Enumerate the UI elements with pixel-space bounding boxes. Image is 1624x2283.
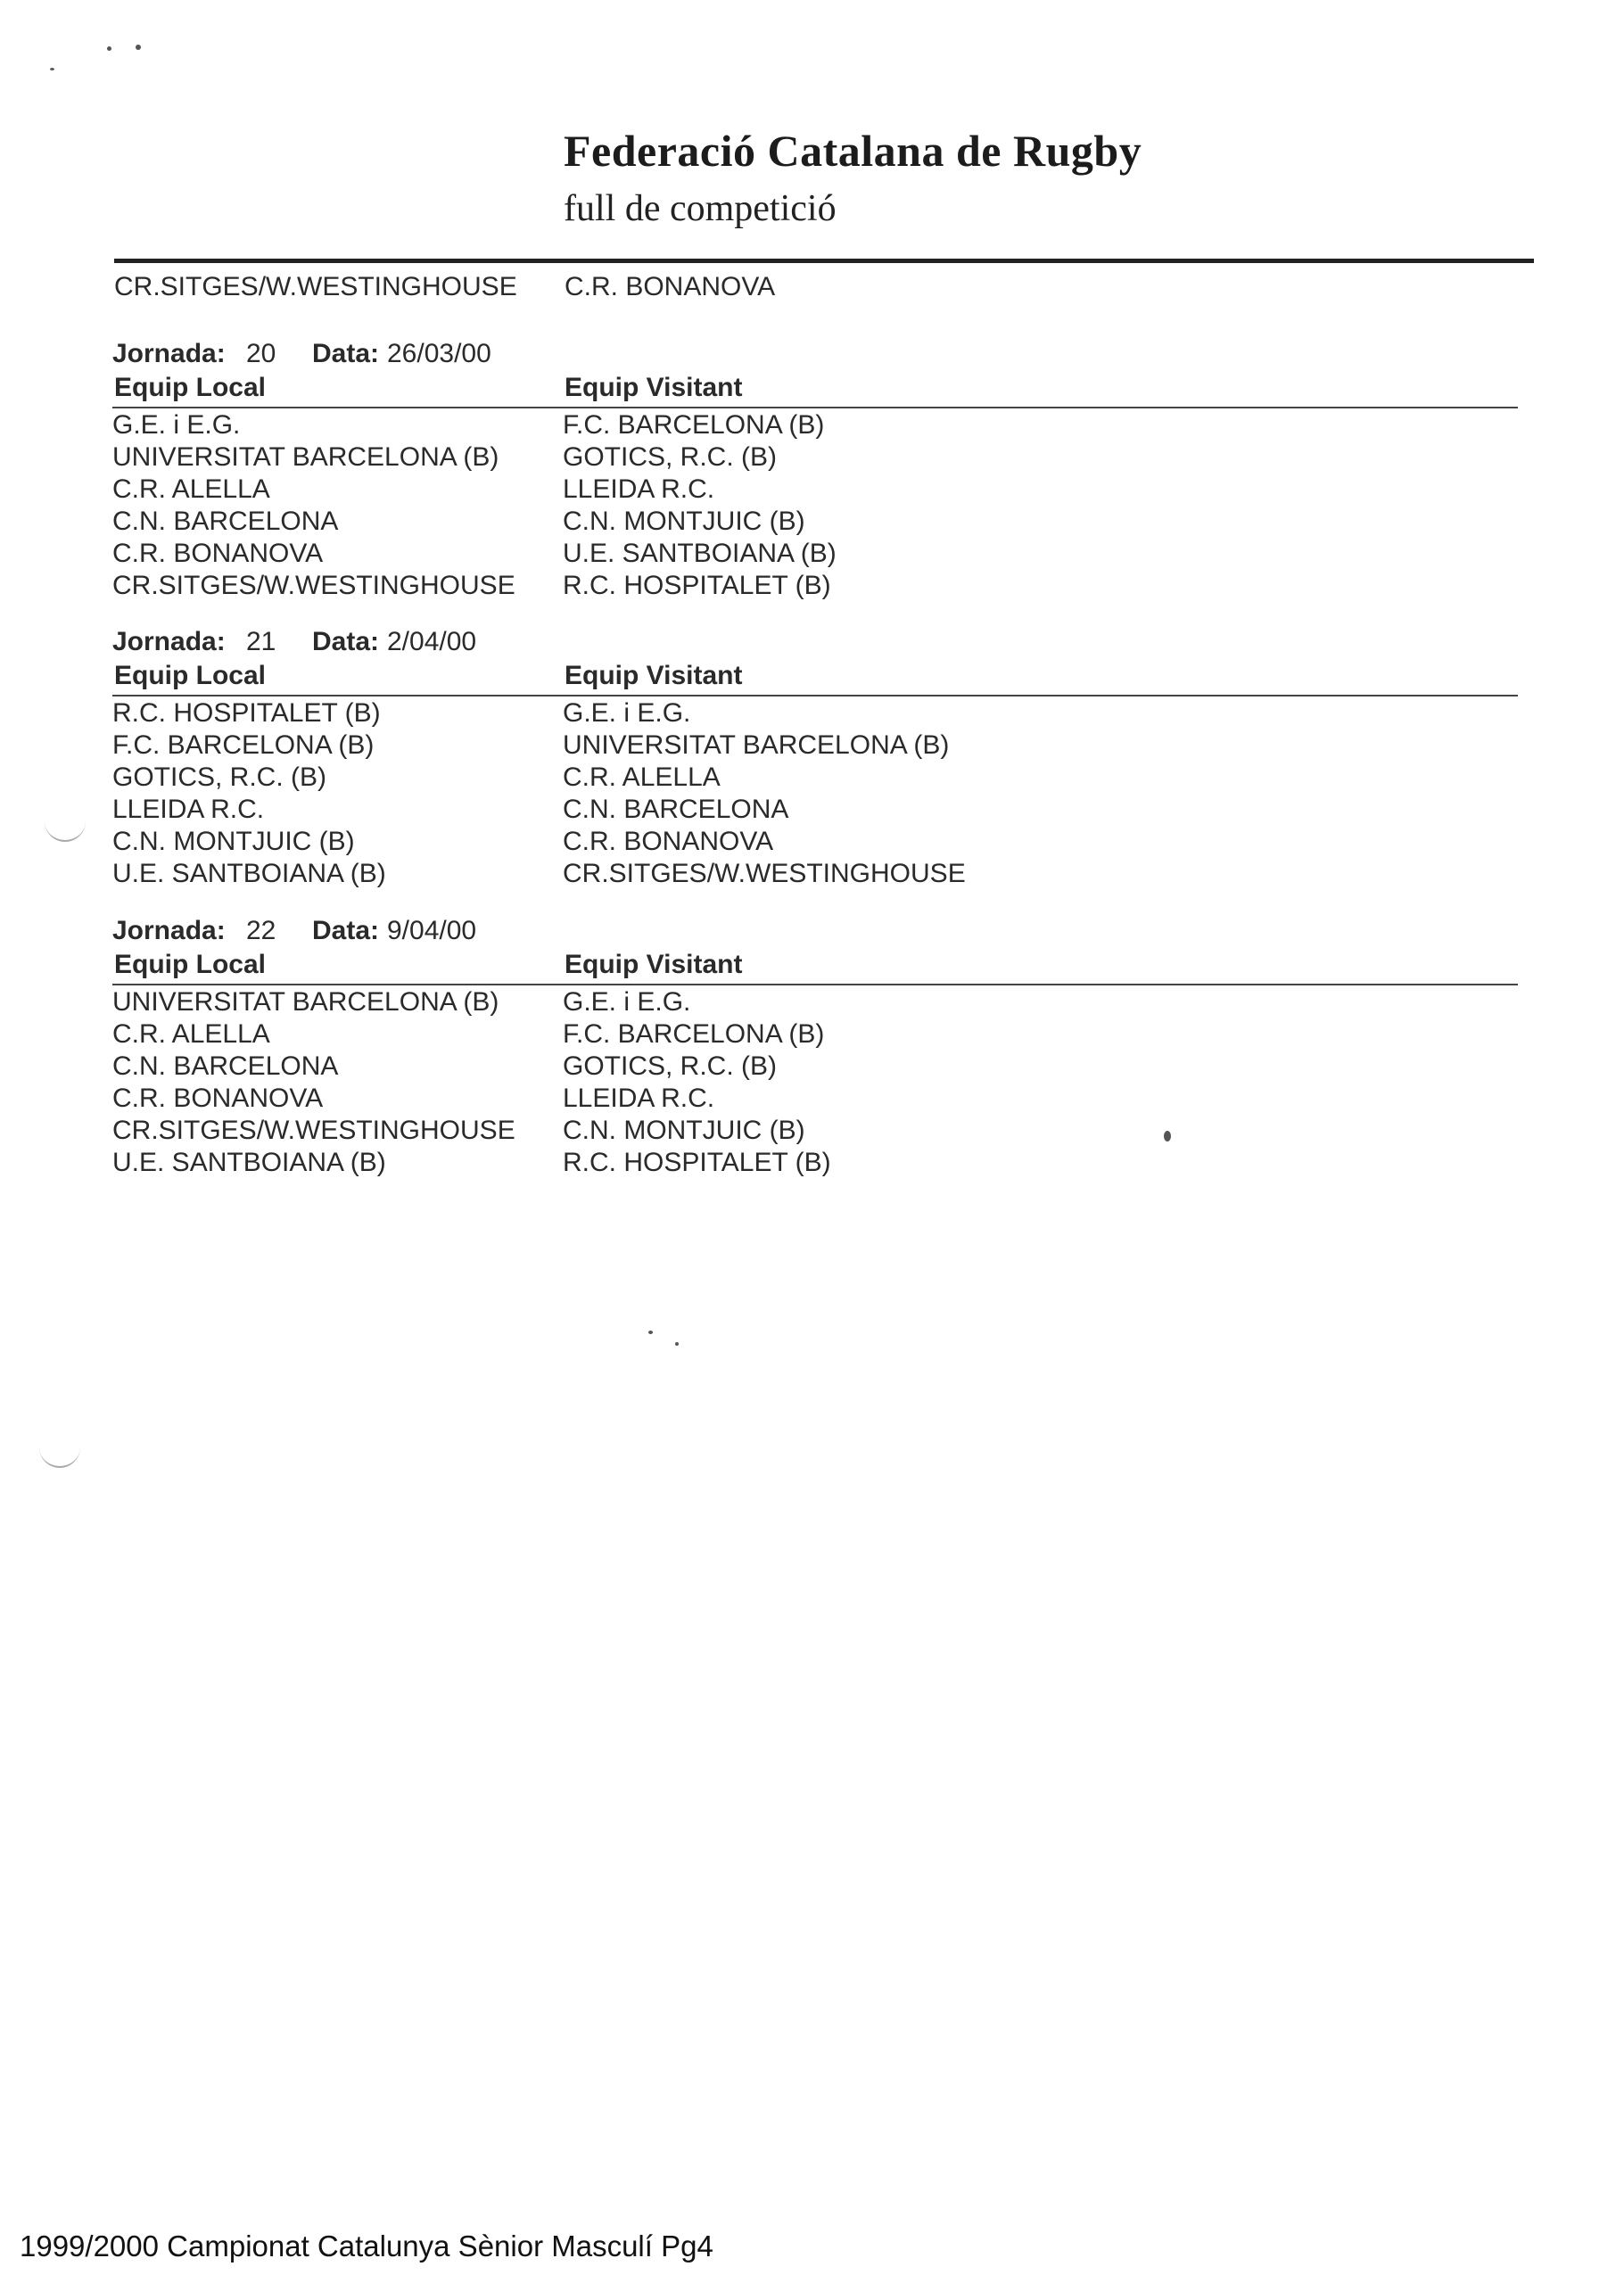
fixture-visitor: F.C. BARCELONA (B)	[563, 410, 825, 440]
top-match-local: CR.SITGES/W.WESTINGHOUSE	[114, 272, 517, 301]
fixture-row	[112, 762, 1539, 795]
punch-hole-mark	[45, 820, 86, 842]
scan-speck	[107, 46, 111, 51]
fixture-local: UNIVERSITAT BARCELONA (B)	[112, 442, 499, 472]
fixture-local: C.R. BONANOVA	[112, 1084, 324, 1113]
fixture-visitor: F.C. BARCELONA (B)	[563, 1019, 825, 1049]
document-title: Federació Catalana de Rugby	[564, 126, 1142, 176]
jornada-number: 20	[246, 339, 276, 368]
scan-speck	[648, 1331, 653, 1334]
top-match-visitor: C.R. BONANOVA	[565, 272, 776, 301]
fixture-local: CR.SITGES/W.WESTINGHOUSE	[112, 1116, 515, 1145]
jornada-label: Jornada:	[112, 916, 226, 945]
round-20	[112, 339, 1539, 603]
fixture-row	[112, 1051, 1539, 1084]
fixture-visitor: U.E. SANTBOIANA (B)	[563, 539, 837, 568]
column-headers	[112, 952, 1518, 985]
fixture-row	[112, 1148, 1539, 1180]
fixture-visitor: G.E. i E.G.	[563, 698, 691, 728]
scan-speck	[50, 68, 54, 70]
fixture-local: U.E. SANTBOIANA (B)	[112, 859, 386, 888]
fixture-local: C.R. ALELLA	[112, 474, 270, 504]
fixture-local: C.R. BONANOVA	[112, 539, 324, 568]
column-headers	[112, 375, 1518, 408]
fixture-row	[112, 730, 1539, 762]
fixture-visitor: R.C. HOSPITALET (B)	[563, 571, 831, 600]
fixture-local: R.C. HOSPITALET (B)	[112, 698, 381, 728]
fixture-list	[112, 698, 1539, 891]
scan-speck	[136, 45, 141, 50]
fixture-row	[112, 827, 1539, 859]
fixture-local: UNIVERSITAT BARCELONA (B)	[112, 987, 499, 1017]
date-label: Data:	[312, 916, 380, 945]
fixture-list	[112, 987, 1539, 1180]
round-date: 2/04/00	[387, 627, 477, 656]
fixture-local: C.R. ALELLA	[112, 1019, 270, 1049]
equip-visitant-heading: Equip Visitant	[565, 373, 743, 402]
fixture-local: GOTICS, R.C. (B)	[112, 762, 326, 792]
jornada-number: 22	[246, 916, 276, 945]
fixture-visitor: C.N. MONTJUIC (B)	[563, 1116, 805, 1145]
fixture-local: G.E. i E.G.	[112, 410, 241, 440]
fixture-list	[112, 410, 1539, 603]
fixture-row	[112, 859, 1539, 891]
fixture-local: LLEIDA R.C.	[112, 795, 265, 824]
fixture-row	[112, 474, 1539, 507]
fixture-row	[112, 1019, 1539, 1051]
punch-hole-mark	[39, 1446, 80, 1468]
jornada-label: Jornada:	[112, 627, 226, 656]
top-match	[114, 272, 1541, 308]
column-headers	[112, 663, 1518, 696]
equip-local-heading: Equip Local	[114, 661, 267, 690]
equip-visitant-heading: Equip Visitant	[565, 950, 743, 979]
equip-local-heading: Equip Local	[114, 373, 267, 402]
date-label: Data:	[312, 339, 380, 368]
round-header	[112, 339, 1539, 375]
jornada-label: Jornada:	[112, 339, 226, 368]
fixture-row	[112, 1084, 1539, 1116]
fixture-visitor: GOTICS, R.C. (B)	[563, 1051, 777, 1081]
fixture-visitor: LLEIDA R.C.	[563, 1084, 715, 1113]
fixture-row	[112, 571, 1539, 603]
fixture-visitor: C.N. MONTJUIC (B)	[563, 507, 805, 536]
scan-speck	[675, 1342, 679, 1346]
jornada-number: 21	[246, 627, 276, 656]
fixture-row	[112, 410, 1539, 442]
equip-visitant-heading: Equip Visitant	[565, 661, 743, 690]
fixture-visitor: R.C. HOSPITALET (B)	[563, 1148, 831, 1177]
round-date: 9/04/00	[387, 916, 477, 945]
round-22	[112, 916, 1539, 1180]
header-divider	[114, 259, 1534, 263]
round-header	[112, 916, 1539, 952]
date-label: Data:	[312, 627, 380, 656]
fixture-local: F.C. BARCELONA (B)	[112, 730, 375, 760]
fixture-row	[112, 698, 1539, 730]
fixture-visitor: UNIVERSITAT BARCELONA (B)	[563, 730, 950, 760]
fixture-row	[112, 507, 1539, 539]
page-caption: 1999/2000 Campionat Catalunya Sènior Masculí Pg4	[20, 2229, 713, 2262]
fixture-visitor: LLEIDA R.C.	[563, 474, 715, 504]
fixture-local: CR.SITGES/W.WESTINGHOUSE	[112, 571, 515, 600]
fixture-visitor: G.E. i E.G.	[563, 987, 691, 1017]
fixture-local: U.E. SANTBOIANA (B)	[112, 1148, 386, 1177]
equip-local-heading: Equip Local	[114, 950, 267, 979]
fixture-row	[112, 795, 1539, 827]
fixture-visitor: CR.SITGES/W.WESTINGHOUSE	[563, 859, 966, 888]
fixture-local: C.N. BARCELONA	[112, 507, 339, 536]
round-date: 26/03/00	[387, 339, 491, 368]
fixture-visitor: GOTICS, R.C. (B)	[563, 442, 777, 472]
fixture-row	[112, 987, 1539, 1019]
fixture-local: C.N. BARCELONA	[112, 1051, 339, 1081]
document-subtitle: full de competició	[564, 188, 837, 229]
fixture-row	[112, 539, 1539, 571]
fixture-visitor: C.R. BONANOVA	[563, 827, 774, 856]
round-header	[112, 627, 1539, 663]
round-21	[112, 627, 1539, 891]
fixture-local: C.N. MONTJUIC (B)	[112, 827, 355, 856]
fixture-visitor: C.N. BARCELONA	[563, 795, 789, 824]
fixture-row	[112, 1116, 1539, 1148]
fixture-row	[112, 442, 1539, 474]
fixture-visitor: C.R. ALELLA	[563, 762, 721, 792]
